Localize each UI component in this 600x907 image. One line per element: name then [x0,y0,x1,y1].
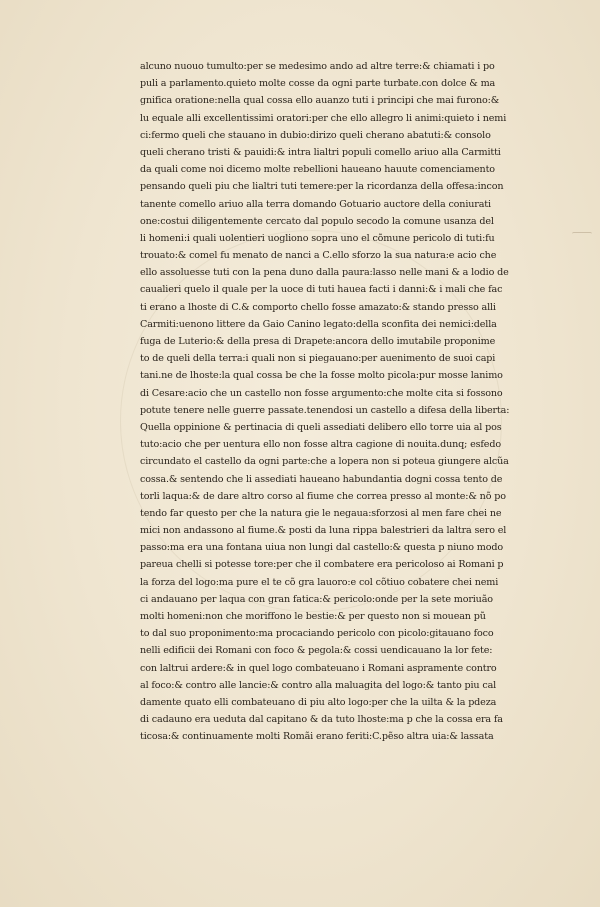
text-line: to dal suo proponimento:ma procaciando pericolo con picolo:gitauano foco [140,628,494,640]
text-line: fuga de Luterio:& della presa di Drapete:ancora dello imutabile proponime [140,336,496,347]
text-line: con laltrui ardere:& in quel logo combateuano i Romani aspramente contro [140,662,497,674]
text-column [140,58,556,746]
text-line: lu equale alli excellentissimi oratori:per che ello allegro li animi:quieto i nemi [140,112,507,124]
text-line: pensando queli piu che lialtri tuti temere:per la ricordanza della offesa:incon [140,181,504,193]
text-line: alcuno nuouo tumulto:per se medesimo ando ad altre terre:& chiamati i po [140,61,495,72]
text-line: la forza del logo:ma pure el te cõ gra lauoro:e col cõtiuo cobatere chei nemi [140,576,499,588]
text-line: puli a parlamento.quieto molte cosse da ogni parte turbate.con dolce & ma [140,78,496,90]
text-line: ci:fermo queli che stauano in dubio:dirizo queli cherano abatuti:& consolo [140,129,491,141]
page-fold-mark [572,232,592,237]
text-line: mici non andassono al fiume.& posti da luna rippa balestrieri da laltra sero el [140,525,507,537]
text-line: queli cherano tristi & pauidi:& intra lialtri populi comello ariuo alla Carmitti [140,146,501,158]
text-line: ello assoluesse tuti con la pena duno dalla paura:lasso nelle mani & a lodio de [140,267,509,279]
text-line: di cadauno era ueduta dal capitano & da tuto lhoste:ma p che la cossa era fa [140,714,503,726]
text-line: di Cesare:acio che un castello non fosse argumento:che molte cita si fossono [140,387,503,399]
text-line: trouato:& comel fu menato de nanci a C.ello sforzo la sua natura:e acio che [140,250,497,262]
text-line: to de queli della terra:i quali non si piegauano:per auenimento de suoi capi [140,353,496,365]
text-line: tendo far questo per che la natura gie le negaua:sforzosi al men fare chei ne [140,507,502,519]
text-line: ci andauano per laqua con gran fatica:& pericolo:onde per la sete moriuão [140,593,493,605]
text-line: damente quato elli combateuano di piu alto logo:per che la uilta & la pdeza [140,696,497,708]
text-line: tanente comello ariuo alla terra domando Gotuario auctore della coniurati [140,198,491,210]
text-line: nelli edificii dei Romani con foco & pegola:& cossi uendicauano la lor fete: [140,645,493,657]
text-line: Carmiti:uenono littere da Gaio Canino legato:della sconfita dei nemici:della [140,318,497,330]
text-line: da quali come noi dicemo molte rebellioni haueano hauute comenciamento [140,164,495,176]
text-line: ti erano a lhoste di C.& comporto chello fosse amazato:& stando presso alli [140,301,496,313]
text-line: caualieri quelo il quale per la uoce di tuti hauea facti i danni:& i mali che fac [140,284,503,296]
text-line: torli laqua:& de dare altro corso al fiume che correa presso al monte:& nõ po [140,490,506,502]
text-line: tuto:acio che per uentura ello non fosse altra cagione di nouita.dunq; esfedo [140,439,501,451]
text-line: pareua chelli si potesse tore:per che il combatere era pericoloso ai Romani p [140,559,504,571]
text-line: circundato el castello da ogni parte:che a lopera non si poteua giungere alcũa [140,456,509,468]
text-line: passo:ma era una fontana uiua non lungi dal castello:& questa p niuno modo [140,542,503,554]
text-line: li homeni:i quali uolentieri uogliono sopra uno el cõmune pericolo di tuti:fu [140,232,495,244]
text-line: gnifica oratione:nella qual cossa ello auanzo tuti i principi che mai furono:& [140,95,500,107]
text-line: molti homeni:non che moriffono le bestie:& per questo non si mouean pũ [140,611,486,622]
text-line: Quella oppinione & pertinacia di queli assediati delibero ello torre uia al pos [140,421,502,433]
text-line: al foco:& contro alle lancie:& contro alla maluagita del logo:& tanto piu cal [140,679,497,691]
text-line: cossa.& sentendo che li assediati haueano habundantia dogni cossa tento de [140,473,503,485]
text-line: tani.ne de lhoste:la qual cossa be che la fosse molto picola:pur mosse lanimo [140,370,503,382]
text-line: one:costui diligentemente cercato dal populo secodo la comune usanza del [140,215,494,227]
text-line: ticosa:& continuamente molti Romãi erano feriti:C.pẽso altra uia:& lassata [140,731,494,743]
text-line: potute tenere nelle guerre passate.tenendosi un castello a difesa della liberta: [140,404,510,416]
